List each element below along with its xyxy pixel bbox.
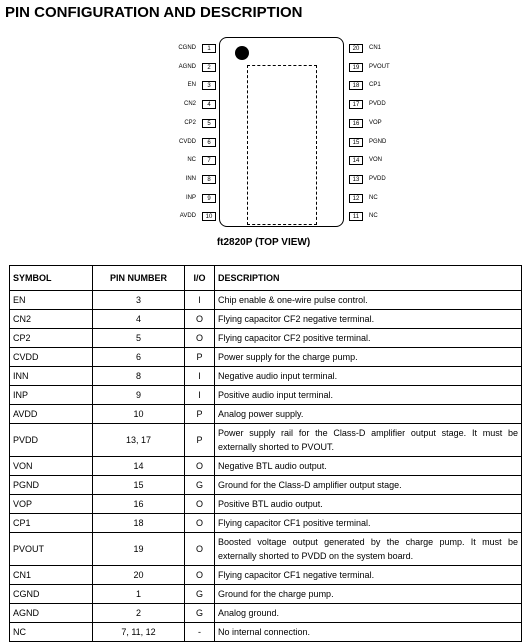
pin-name: PVDD	[369, 101, 386, 108]
cell-symbol: PVOUT	[10, 533, 93, 566]
header-pin-number: PIN NUMBER	[93, 266, 185, 291]
table-row	[10, 386, 522, 405]
cell-description: Ground for the charge pump.	[215, 585, 522, 604]
cell-symbol: INN	[10, 367, 93, 386]
cell-description: Ground for the Class-D amplifier output stage.	[215, 476, 522, 495]
cell-io: -	[185, 623, 215, 642]
cell-symbol: AGND	[10, 604, 93, 623]
cell-io: O	[185, 533, 215, 566]
pin-number: 2	[202, 63, 216, 72]
pin-number: 9	[202, 194, 216, 203]
cell-io: O	[185, 495, 215, 514]
pin-name: PVOUT	[369, 63, 390, 70]
cell-pin-number: 15	[93, 476, 185, 495]
cell-symbol: VOP	[10, 495, 93, 514]
pin-number: 8	[202, 175, 216, 184]
cell-io: I	[185, 386, 215, 405]
pin-name: CGND	[178, 45, 196, 51]
table-row	[10, 476, 522, 495]
header-description: DESCRIPTION	[215, 266, 522, 291]
cell-pin-number: 6	[93, 348, 185, 367]
cell-description: Boosted voltage output generated by the charge pump. It must be externally shorted to PVDD on the system board.	[215, 533, 522, 566]
table-row	[10, 310, 522, 329]
cell-io: O	[185, 514, 215, 533]
cell-symbol: VON	[10, 457, 93, 476]
cell-description: Flying capacitor CF2 positive terminal.	[215, 329, 522, 348]
pin-number: 19	[349, 63, 363, 72]
cell-pin-number: 14	[93, 457, 185, 476]
pin-name: CP1	[369, 82, 381, 89]
table-row	[10, 291, 522, 310]
cell-symbol: AVDD	[10, 405, 93, 424]
page-title: PIN CONFIGURATION AND DESCRIPTION	[5, 4, 303, 21]
cell-pin-number: 19	[93, 533, 185, 566]
pin-number: 17	[349, 100, 363, 109]
pin-number: 5	[202, 119, 216, 128]
cell-symbol: CVDD	[10, 348, 93, 367]
cell-pin-number: 7, 11, 12	[93, 623, 185, 642]
cell-pin-number: 9	[93, 386, 185, 405]
table-row	[10, 623, 522, 642]
cell-pin-number: 18	[93, 514, 185, 533]
pin-number: 10	[202, 212, 216, 221]
pin-name: VON	[369, 157, 383, 164]
pin-number: 11	[349, 212, 363, 221]
table-row	[10, 495, 522, 514]
cell-description: Positive audio input terminal.	[215, 386, 522, 405]
cell-io: O	[185, 566, 215, 585]
cell-symbol: PGND	[10, 476, 93, 495]
cell-description: Flying capacitor CF1 negative terminal.	[215, 566, 522, 585]
cell-io: I	[185, 367, 215, 386]
cell-symbol: PVDD	[10, 424, 93, 457]
table-row	[10, 604, 522, 623]
table-header-row	[10, 266, 522, 291]
cell-symbol: EN	[10, 291, 93, 310]
pin-name: NC	[187, 157, 196, 164]
pin-number: 4	[202, 100, 216, 109]
pin-number: 18	[349, 81, 363, 90]
cell-pin-number: 10	[93, 405, 185, 424]
cell-symbol: INP	[10, 386, 93, 405]
pin-number: 3	[202, 81, 216, 90]
cell-io: P	[185, 424, 215, 457]
table-row	[10, 457, 522, 476]
pin-name: AVDD	[179, 213, 196, 220]
pin-name: PVDD	[369, 175, 386, 182]
cell-description: Analog power supply.	[215, 405, 522, 424]
header-io: I/O	[185, 266, 215, 291]
cell-description: Power supply for the charge pump.	[215, 348, 522, 367]
cell-pin-number: 1	[93, 585, 185, 604]
thermal-pad	[247, 65, 317, 225]
pin-number: 7	[202, 156, 216, 165]
table-row	[10, 566, 522, 585]
table-row	[10, 514, 522, 533]
cell-io: P	[185, 348, 215, 367]
cell-io: I	[185, 291, 215, 310]
cell-description: No internal connection.	[215, 623, 522, 642]
pin-name: PGND	[369, 138, 387, 145]
cell-description: Flying capacitor CF1 positive terminal.	[215, 514, 522, 533]
ic-package	[219, 37, 344, 227]
table-row	[10, 585, 522, 604]
cell-io: P	[185, 405, 215, 424]
cell-description: Negative BTL audio output.	[215, 457, 522, 476]
cell-description: Analog ground.	[215, 604, 522, 623]
pin-number: 16	[349, 119, 363, 128]
table-row	[10, 424, 522, 457]
cell-description: Positive BTL audio output.	[215, 495, 522, 514]
pin-name: EN	[187, 82, 196, 89]
cell-pin-number: 2	[93, 604, 185, 623]
cell-description: Chip enable & one-wire pulse control.	[215, 291, 522, 310]
pin1-marker	[235, 46, 249, 60]
pin-number: 1	[202, 44, 216, 53]
cell-io: G	[185, 585, 215, 604]
cell-pin-number: 5	[93, 329, 185, 348]
cell-pin-number: 3	[93, 291, 185, 310]
pin-name: VOP	[369, 119, 382, 126]
cell-description: Power supply rail for the Class-D amplifier output stage. It must be externally shorted to PVOUT.	[215, 424, 522, 457]
pin-number: 13	[349, 175, 363, 184]
cell-symbol: CP1	[10, 514, 93, 533]
cell-pin-number: 13, 17	[93, 424, 185, 457]
cell-io: G	[185, 476, 215, 495]
table-row	[10, 405, 522, 424]
pin-name: CN2	[183, 101, 196, 108]
cell-symbol: CN2	[10, 310, 93, 329]
pin-name: NC	[369, 194, 378, 201]
cell-io: O	[185, 329, 215, 348]
diagram-caption: ft2820P (TOP VIEW)	[216, 237, 311, 248]
cell-pin-number: 4	[93, 310, 185, 329]
table-row	[10, 533, 522, 566]
pin-name: NC	[369, 213, 378, 220]
cell-io: O	[185, 457, 215, 476]
cell-description: Negative audio input terminal.	[215, 367, 522, 386]
header-symbol: SYMBOL	[10, 266, 93, 291]
pin-name: INN	[185, 175, 196, 182]
cell-symbol: CP2	[10, 329, 93, 348]
pin-table	[9, 265, 522, 642]
pin-number: 20	[349, 44, 363, 53]
cell-symbol: NC	[10, 623, 93, 642]
cell-pin-number: 20	[93, 566, 185, 585]
cell-symbol: CGND	[10, 585, 93, 604]
cell-symbol: CN1	[10, 566, 93, 585]
pin-number: 6	[202, 138, 216, 147]
pin-name: CN1	[369, 45, 382, 51]
pin-number: 12	[349, 194, 363, 203]
cell-pin-number: 16	[93, 495, 185, 514]
pin-number: 14	[349, 156, 363, 165]
table-row	[10, 329, 522, 348]
table-row	[10, 348, 522, 367]
cell-pin-number: 8	[93, 367, 185, 386]
cell-io: O	[185, 310, 215, 329]
cell-description: Flying capacitor CF2 negative terminal.	[215, 310, 522, 329]
pin-number: 15	[349, 138, 363, 147]
table-row	[10, 367, 522, 386]
cell-io: G	[185, 604, 215, 623]
pin-name: INP	[185, 194, 196, 201]
pin-name: AGND	[178, 63, 196, 70]
pin-name: CP2	[184, 119, 196, 126]
pin-name: CVDD	[178, 138, 196, 145]
